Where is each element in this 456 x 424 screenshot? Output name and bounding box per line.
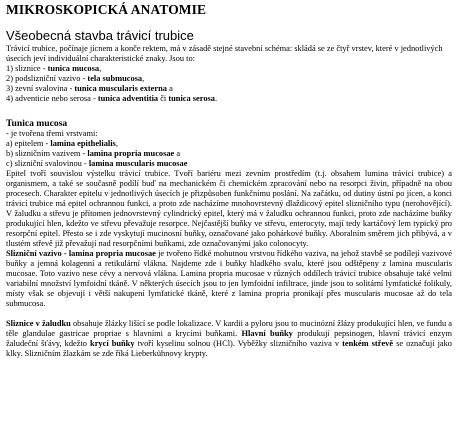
intro-paragraph: Trávicí trubice, počínaje jícnem a konče rektem, má v zásadě stejné stavební schéma: skládá se ze čtyř vrstev, které v jednotlivých úsecích jeví individuální charakteristické znaky. Jsou to: — [6, 44, 443, 63]
list-item: 3) zevní svalovina - tunica muscularis externa a — [6, 84, 173, 93]
epithelium-paragraph: Epitel tvoří souvislou výstelku trávicí trubice. Tvoří bariéru mezi zevním prostředím (t.j. obsahem lumina trávicí trubice) a organismem, a také se současně podílí buď na mechanickém či chemickém zpracování nebo na resorpci živin, případně na obou procesech. Charakter epitelu v jednotlivých úsecích je přizpůsoben funkčnímu poslání. Na začátku, od dutiny ústní po jícen, a konci trávicí trubice má epitel ochrannou funkci, a proto zde nacházíme mnohovrstevný dlaždicový epitel slizničního typu (nerohovějící). V žaludku a střevu je přítomen jednovrstevný cylindrický epitel, který má v žaludku ochrannou funkci, proto zde nacházíme buňky produkující hlen, kdežto ve střevu převažuje resorpce. Nejčastější buňky ve střevu, enterocyty, mají tedy kartáčový lem typický pro resorpční epitel. Přesto se i zde vyskytují mucinosní buňky, označované jako pohárkové buňky. Aboralním směrem jich přibývá, a v tlustém střevě již převažují nad resorpčními buňkami, zde označovanými jako colonocyty. — [6, 169, 452, 248]
list-item: 1) sliznice - tunica mucosa, — [6, 64, 102, 73]
list-item: b) slizničním vazivem - lamina propria mucosae a — [6, 149, 181, 158]
propria-paragraph: Slizniční vazivo - lamina propria mucosae je tvořeno řídké mohutnou vrstvou řídkého vaziva, na jehož stavbě se podílejí vazivové buňky a jemná kolagenní a retikulární vlákna. Najdeme zde i buňky hladkého svalu, které jsou odštěpeny z lamina muscularis mucosae. Toto vazivo nese cévy a nervová vlákna. Lamina propria mucosae v různých oddílech trávicí trubice obsahuje také velmi variabilní množství lymfoidní tkáně. V některých úsecích jsou to jen lymfoidní infiltrace, jinde jsou to solitární lymfatické folikuly, místy však se objevují i větší nakupení lymfatické tkáně, které z lamina propria pronikají přes muscularis mucosae až do tela submucosa. — [6, 249, 453, 308]
list-item: a) epitelem - lamina epithelialis, — [6, 139, 118, 148]
stomach-paragraph: Sliznice v žaludku obsahuje žlázky lišící se podle lokalizace. V kardii a pyloru jsou to mucinózní žlázy produkující hlen, ve fundu a těle glandulae gastricae propriae s hlavními a krycími buňkami. Hlavní buňky produkují pepsinogen, hlavní trávicí enzym žaludeční šťávy, kdežto krycí buňky tvoří kyselinu solnou (HCl). Vyběžky slizničního vaziva v tenkém střevě se označují jako klky. Slizničním žlazkám se zde říká Lieberkühnovy krypty. — [6, 319, 453, 358]
layer-list — [4, 64, 452, 104]
list-item: c) slizniční svalovinou - lamina muscularis mucosae — [6, 159, 188, 168]
list-item: 2) podslizniční vazivo - tela submucosa, — [6, 74, 145, 83]
propria-heading: Slizniční vazivo - lamina propria mucosae — [6, 249, 156, 258]
subsection-intro: - je tvořena třemi vrstvami: — [6, 129, 98, 138]
document-title: MIKROSKOPICKÁ ANATOMIE — [6, 2, 207, 17]
section-heading: Všeobecná stavba trávicí trubice — [6, 28, 194, 43]
mucosa-parts-list — [4, 139, 452, 169]
list-item: 4) adventicie nebo serosa - tunica adventitia či tunica serosa. — [6, 94, 218, 103]
subsection-title: Tunica mucosa — [6, 118, 68, 129]
